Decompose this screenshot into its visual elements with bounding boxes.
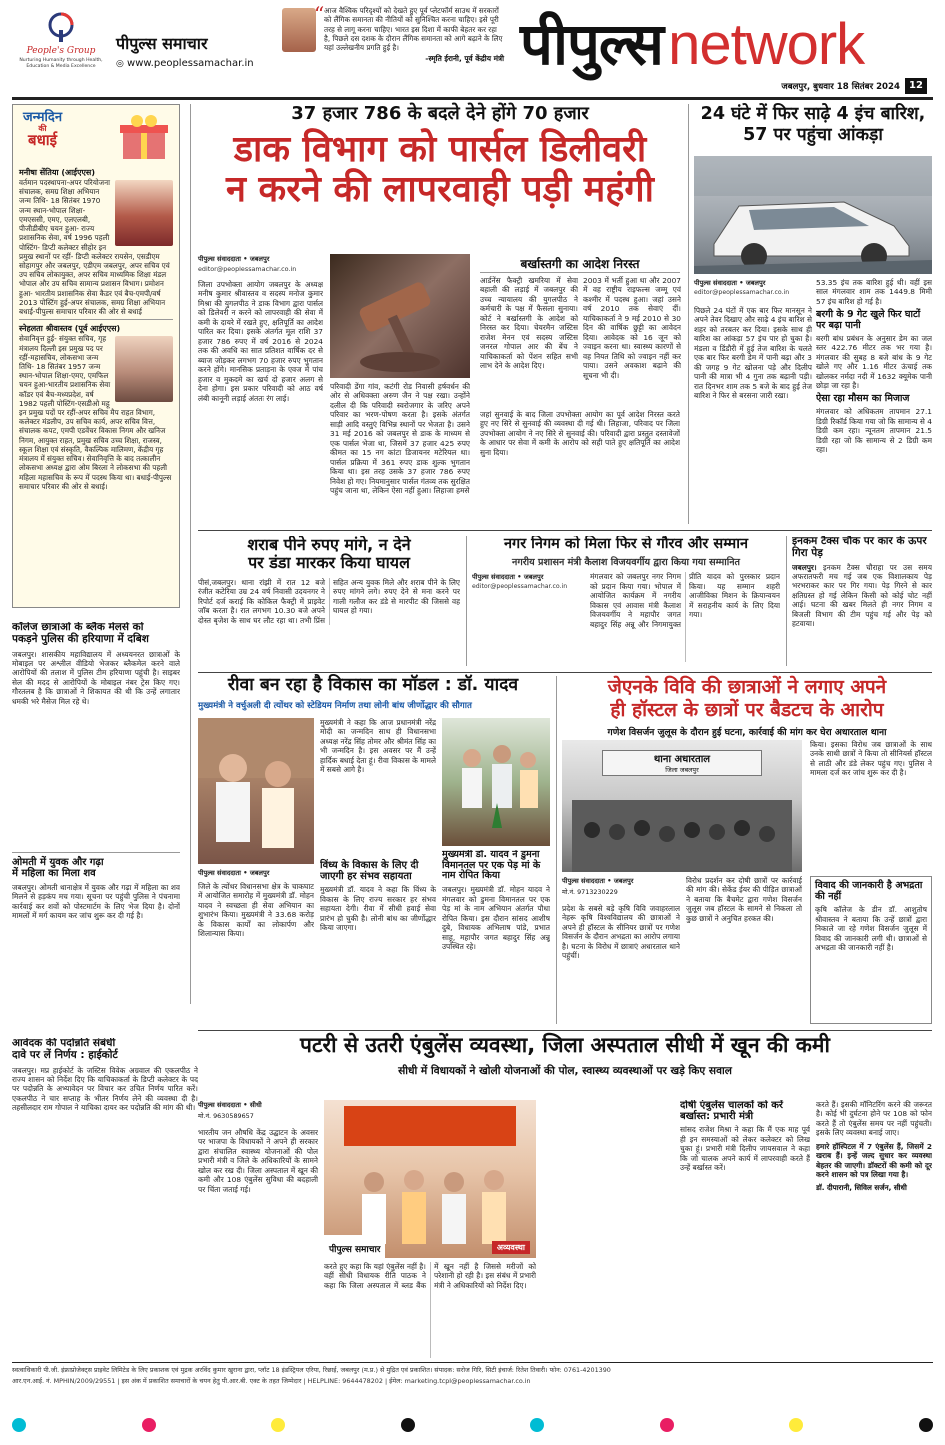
ambulance-right: [816, 1100, 932, 1358]
rain-byline-name: पीपुल्स संवाददाता: [694, 279, 738, 287]
hostel-box-headline: विवाद की जानकारी है अभद्रता की नहीं: [815, 880, 923, 902]
ambulance-right-note: हमारे हॉस्पिटल में 7 एंबुलेंस हैं, जिसमें 2 खराब हैं। इन्हें जल्द सुधार कर व्यवस्था बेहतर की जाएगी। डॉक्टरों की कमी को दूर करने शासन को पत्र लिखा गया है।: [816, 1141, 932, 1180]
group-tagline: Nurturing Humanity through Health, Education & Media Excellence: [19, 58, 103, 69]
liquor-story: [198, 536, 460, 666]
ambulance-side: [542, 1100, 672, 1358]
tax-story: [792, 536, 932, 666]
lead-sub-col1: आर्डनेंस फैक्ट्री खमरिया में सेवा बहाली की लड़ाई में जबलपुर की उच्च न्यायालय की युगलपीठ ने कर्मचारी के पक्ष में फैसला सुनाया। कोर्ट ने बर्खास्तगी के आदेश को निरस्त कर दिया। चेयरमैन जस्टिस राजेश मेनन एवं सदस्य जस्टिस जनरल गोपाल आर की बेंच ने याचिकाकर्ता को पेंशन सहित सभी लाभ देने के आदेश दिए।: [480, 276, 578, 371]
hostel-subheadline: गणेश विसर्जन जुलूस के दौरान हुई घटना, कार्रवाई की मांग कर घेरा अधारताल थाना: [607, 726, 887, 738]
rewa-text1: मुख्यमंत्री ने कहा कि आज प्रधानमंत्री नरेंद्र मोदी का जन्मदिन साथ ही विधानसभा अध्यक्ष नरेंद्र सिंह तोमर और श्रीमंत सिंह का भी जन्मदिन है। इस अवसर पर मैं उन्हें हार्दिक बधाई देता हूं। रीवा विकास के मामले में सबसे आगे है।: [320, 718, 436, 775]
quote-photo: [282, 8, 316, 52]
gavel-photo: [330, 254, 470, 378]
birthday-title: [23, 111, 62, 149]
omti-headline-line1: ओमती में युवक और गढ़ा: [12, 856, 104, 868]
lead-headline: [198, 130, 682, 211]
paper-brand-block: [116, 32, 266, 69]
liquor-headline: [198, 536, 460, 572]
rewa-byline-city: जबलपुर: [249, 869, 270, 877]
omti-headline: [12, 857, 180, 879]
ambulance-photo-tag: [492, 1241, 530, 1254]
tree-photo: [442, 718, 550, 846]
page-number: 12: [905, 78, 927, 94]
hostel-box: [810, 876, 932, 1024]
lead-kicker: 37 हजार 786 के बदले देने होंगे 70 हजार: [291, 103, 589, 124]
ambulance-right-text: करते हैं। इसकी मॉनिटरिंग करने की जरूरत है। कोई भी दुर्घटना होने पर 108 को फोन करते हैं तो एंबुलेंस समय पर नहीं पहुंचती। इसके लिए व्यवस्था बनाई जाए।: [816, 1100, 932, 1138]
hc-headline-line2: दावे पर लें निर्णय : हाईकोर्ट: [12, 1048, 118, 1061]
corp-byline-city: जबलपुर: [523, 573, 544, 582]
color-registration-bar: [12, 1412, 933, 1438]
hostel-mobile: मो.नं. 9713230229: [562, 888, 618, 896]
lead-email[interactable]: editor@peoplessamachar.co.in: [198, 265, 297, 273]
tax-text-body: इनकम टैक्स चौराहा पर उस समय अफरातफरी मच गई जब एक विशालकाय पेड़ भरभराकर कार पर गिर गया। पेड़ गिरने से कार क्षतिग्रस्त हो गई लेकिन किसी को कोई चोट नहीं आई। घटना की खबर मिलते ही नगर निगम व बिजली विभाग की टीम पहुंच गई और पेड़ को हटवाया।: [792, 562, 932, 629]
car-icon: [694, 156, 932, 274]
liquor-headline-line1: शराब पीने रुपए मांगे, न देने: [247, 536, 411, 554]
minister-text: सांसद राजेश मिश्रा ने कहा कि मैं एक माह पूर्व ही इन समस्याओं को लेकर कलेक्टर को लिख चुका हूं। प्रभारी मंत्री दिलीप जायसवाल ने कहा कि जो चालक अपने कार्य में लापरवाही करते हैं उन्हें बर्खास्त करें।: [680, 1125, 810, 1173]
rewa-byline-name: पीपुल्स संवाददाता: [198, 869, 242, 877]
ambulance-story: [198, 1034, 932, 1078]
hostel-byline: पीपुल्स संवाददाता • जबलपुर मो.नं. 9713230229: [562, 876, 680, 896]
corp-email[interactable]: editor@peoplessamachar.co.in: [472, 583, 568, 591]
rain-subhead1: बरगी के 9 गेट खुले फिर घाटों पर बढ़ा पानी: [816, 309, 921, 332]
hostel-box-text: कृषि कॉलेज के डीन डॉ. आशुतोष श्रीवास्तव ने बताया कि उन्हें छात्रों द्वारा निकाले जा रहे गणेश विसर्जन जुलूस में विवाद की जानकारी लगी थी। छात्राओं से अभद्रता की जानकारी नहीं है।: [815, 905, 927, 953]
rewa-photo: [198, 718, 314, 864]
corp-byline-name: पीपुल्स संवाददाता: [472, 573, 516, 582]
logo-hindi: पीपुल्स: [520, 10, 663, 78]
hostel-byline-city: जबलपुर: [613, 877, 634, 885]
person2-name: स्नेहलता श्रीवास्तव (पूर्व आईएएस): [19, 324, 121, 334]
lead-headline-line2: न करने की लापरवाही पड़ी महंगी: [226, 169, 654, 211]
quote-block: [314, 2, 504, 64]
website-text: www.peoplessamachar.in: [127, 58, 254, 69]
ambulance-photo-tag-text: अव्यवस्था: [496, 1243, 525, 1252]
rain-byline: पीपुल्स संवाददाता • जबलपुर editor@peoplessamachar.co.in: [694, 278, 812, 296]
station-sign-text: थाना अधारताल: [653, 754, 711, 765]
minister-headline: दोषी एंबुलेंस चालकों को करें बर्खास्त: प्रभारी मंत्री: [680, 1100, 784, 1123]
hc-headline: [12, 1038, 198, 1062]
college-headline-line1: कॉलेज छात्राओं के ब्लैक मेलर्स को: [12, 622, 144, 633]
logo-english: network: [668, 12, 865, 77]
corp-headline: नगर निगम को मिला फिर से गौरव और सम्मान: [503, 536, 749, 552]
registration-mark-icon: [12, 1418, 26, 1432]
ambulance-mobile: मो.नं. 9630589657: [198, 1112, 254, 1120]
person2-photo: [115, 336, 173, 402]
hostel-byline-name: पीपुल्स संवाददाता: [562, 877, 606, 885]
rain-byline-city: जबलपुर: [745, 279, 766, 287]
rewa-sub-text: मुख्यमंत्री डॉ. यादव ने कहा कि विंध्य के विकास के लिए राज्य सरकार हर संभव सहायता देगी। रीवा में सीधी हवाई सेवा प्रारंभ हो चुकी है। लोनी बांध का जीर्णोद्धार किया जाएगा।: [320, 885, 436, 933]
omti-text: जबलपुर। ओमती थानाक्षेत्र में युवक और गढ़ा में महिला का शव मिलने से हड़कंप मच गया। सूचना पर पहुंची पुलिस ने पंचनामा कार्रवाई कर शवों को पोस्टमार्टम के लिए भेज दिया है। दोनों मामलों में मर्ग कायम कर जांच शुरू कर दी गई है।: [12, 882, 180, 921]
liquor-text: पीसं,जबलपुर। थाना रांझी में रात 12 बजे रंजीत कटेरिया उम्र 24 वर्ष निवासी उदयनगर ने रिपोर्ट दर्ज कराई कि कोकिल फैक्ट्री में प्राइवेट जाॅब करता है। रात लगभग 10.30 बजे अपने दोस्त बृजेश के साथ घर लौट रहा था। तभी प्रिंस सहित अन्य युवक मिले और शराब पीने के लिए रुपए मांगने लगे। रुपए देने से मना करने पर गाली गलौज कर डंडे से मारपीट की जिससे वह घायल हो गया।: [198, 577, 460, 625]
rain-sub2-text: मंगलवार को अधिकतम तापमान 27.1 डिग्री रिकॉर्ड किया गया जो कि सामान्य से 4 डिग्री कम रहा। न्यूनतम तापमान 21.5 डिग्री रहा जो कि सामान्य से 2 डिग्री कम रहा।: [816, 407, 932, 454]
omti-headline-line2: में महिला का मिला शव: [12, 867, 96, 879]
birthday-title-top: जन्मदिन: [23, 110, 63, 125]
minister-box: [680, 1100, 810, 1358]
ambulance-byline: पीपुल्स संवाददाता • सीधी मो.नं. 9630589657: [198, 1100, 318, 1120]
quote-author: -स्मृति ईरानी, पूर्व केंद्रीय मंत्री: [425, 53, 504, 63]
ambulance-photo-caption-text: पीपुल्स समाचार: [329, 1245, 381, 1255]
hostel-headline-line1: जेएनके विवि की छात्राओं ने लगाए अपने: [607, 676, 887, 698]
tax-city: जबलपुर।: [792, 562, 817, 572]
hostel-headline-line2: ही हॉस्टल के छात्रों पर बैडटच के आरोप: [610, 698, 884, 721]
lead-sub-col3: जहां सुनवाई के बाद जिला उपभोक्ता आयोग का पूर्व आदेश निरस्त करते हुए नए सिरे से सुनवाई की व्यवस्था दी गई थी। लिहाजा, परिवाद पर जिला उपभोक्ता आयोग ने नए सिरे से सुनवाई की। परिवादी द्वारा प्रस्तुत दस्तावेजों के आधार पर सेवा में कमी के आरोप को सही पाते हुए क्षतिपूर्ति का आदेश सुना दिया।: [480, 410, 680, 457]
tree-caption-block: [442, 850, 550, 1022]
lead-byline: पीपुल्स संवाददाता • जबलपुर editor@peoplessamachar.co.in: [198, 254, 323, 273]
lead-byline-name: पीपुल्स संवाददाता: [198, 255, 242, 263]
group-logo-icon: [46, 10, 76, 44]
birthday-title-bottom: बधाई: [28, 131, 58, 150]
lead-byline-city: जबलपुर: [249, 255, 270, 263]
rain-col2: 53.35 इंच तक बारिश हुई थी। वहीं इस साल मंगलवार शाम तक 1449.8 मिमी 57 इंच बारिश हो गई है।: [816, 278, 932, 306]
ambulance-headline: पटरी से उतरी एंबुलेंस व्यवस्था, जिला अस्पताल सीधी में खून की कमी: [300, 1033, 830, 1057]
ambulance-subheadline: सीधी में विधायकों ने खोली योजनाओं की पोल, स्वास्थ्य व्यवस्थाओं पर खड़े किए सवाल: [398, 1064, 732, 1077]
ambulance-photo-caption: [324, 1235, 385, 1258]
person1-photo: [115, 180, 173, 246]
registration-mark-icon: [142, 1418, 156, 1432]
lead-sub-col2: 2003 में भर्ती हुआ था और 2007 में वह राष्ट्रीय राइफल्स जम्मू एवं कश्मीर में पदस्थ हुआ। जहां उसने वर्ष 2010 तक सेवाएं दीं। याचिकाकर्ता ने 9 मई 2010 से 30 दिन की वार्षिक छुट्टी का आवेदन दिया। आवेदक को 16 जून को ज्वाइन करना था। स्वास्थ्य कारणों से वह नियत तिथि को ज्वाइन नहीं कर पाया। उसने अवकाश बढ़ाने की सूचना भी दी।: [583, 276, 681, 380]
ambulance-text2: करते हुए कहा कि यहां एंबुलेंस नहीं है। वहीं सीधी विधायक रीति पाठक ने कहा कि जिला अस्पताल में ब्लड बैंक में खून नहीं है जिससे मरीजों को परेशानी हो रही है। इस संबंध में प्रभारी मंत्री ने अधिकारियों को निर्देश दिए।: [324, 1262, 536, 1290]
footer: [12, 1366, 933, 1406]
network-logo: [520, 2, 940, 78]
quote-mark-icon: “: [314, 2, 325, 26]
rain-sub1-text: बरगी बांध प्रबंधन के अनुसार डेम का जल स्तर 422.76 मीटर तक भर गया है। मंगलवार की सुबह 8 बजे बांध के 9 गेट खोले गए और 1.16 मीटर ऊंचाई तक खोलकर नर्मदा नदी में 1632 क्यूमेक पानी छोड़ा जा रहा है।: [816, 333, 932, 390]
corp-story: नगर निगम को मिला फिर से गौरव और सम्मान नगरीय प्रशासन मंत्री कैलाश विजयवर्गीय द्वारा किया गया सम्मानित पीपुल्स संवाददाता • जबलपुर editor@peoplessamachar.co.in मंगलवार को जबलपुर नगर निगम को प्रदान किया गया। भोपाल में आयोजित कार्यक्रम में नगरीय विकास एवं आवास मंत्री कैलाश विजयवर्गीय ने महापौर जगत बहादुर सिंह अन्नू और निगमायुक्त प्रीति यादव को पुरस्कार प्रदान किया। यह सम्मान शहरी आजीविका मिशन के क्रियान्वयन में सराहनीय कार्य के लिए दिया गया।: [472, 536, 780, 666]
peoples-group-logo: [16, 10, 106, 90]
registration-mark-icon: [401, 1418, 415, 1432]
ambulance-byline-name: पीपुल्स संवाददाता: [198, 1101, 242, 1109]
hostel-photo: [562, 740, 802, 872]
birthday-box: [12, 104, 180, 608]
ambulance-right-sign: डॉ. दीपारानी, सिविल सर्जन, सीधी: [816, 1182, 907, 1192]
registration-mark-icon: [919, 1418, 933, 1432]
person1-name: मनीषा सेंतिया (आईएएस): [19, 168, 95, 177]
corp-subheadline: नगरीय प्रशासन मंत्री कैलाश विजयवर्गीय द्वारा किया गया सम्मानित: [512, 557, 740, 569]
rain-story: [694, 104, 932, 147]
gift-icon: [117, 111, 171, 161]
hostel-text3: किया। इसका विरोध जब छात्राओं के साथ उनके साथी छात्रों ने किया तो सीनियर्स हॉस्टल से लाठी और डंडे लेकर पहुंच गए। पुलिस ने मामला दर्ज कर जांच शुरू कर दी है।: [810, 740, 932, 778]
ambulance-byline-city: सीधी: [249, 1101, 262, 1109]
hc-headline-line1: आवेदक की पदोन्नति संबंधी: [12, 1038, 116, 1049]
tax-text: [792, 563, 932, 629]
ambulance-photo: [324, 1100, 536, 1258]
rain-headline: 24 घंटे में फिर साढ़े 4 इंच बारिश, 57 पर पहुंचा आंकड़ा: [700, 104, 926, 146]
dateline: जबलपुर, बुधवार 18 सितंबर 2024: [781, 82, 900, 92]
liquor-headline-line2: पर डंडा मारकर किया घायल: [248, 552, 410, 572]
footer-regd: आर.एन.आई. नं. MPHIN/2009/29551 | इस अंक में प्रकाशित समाचारों के चयन हेतु पी.आर.बी. एक्ट के तहत जिम्मेदार | HELPLINE: 9644478202 | ईमेल: marketing.tcpl@peoplessamachar.co.in: [12, 1376, 531, 1385]
hostel-text2: विरोध प्रदर्शन कर दोषी छात्रों पर कार्रवाई की मांग की। सेकेंड ईयर की पीड़ित छात्राओं ने बताया कि बैचमेट द्वारा गणेश विसर्जन जुलूस जब हॉस्टल के सामने से निकला तो कुछ छात्रों ने अनुचित हरकत की।: [686, 876, 802, 923]
college-text: जबलपुर। शासकीय महाविद्यालय में अध्ययनरत छात्राओं के मोबाइल पर अश्लील वीडियो भेजकर ब्लैकमेल करने वाले आरोपियों की तलाश में पुलिस टीम हरियाणा पहुंची है। साइबर सेल की मदद से आरोपियों के मोबाइल नंबर ट्रेस किए गए। गौरतलब है कि छात्राओं ने शिकायत की थी कि उन्हें लगातार धमकी भरे मैसेज मिल रहे थे।: [12, 649, 180, 706]
rewa-subhead: विंध्य के विकास के लिए दी जाएगी हर संभव सहायता: [320, 860, 419, 883]
ambulance-text1: भारतीय जन औषधि केंद्र उद्घाटन के अवसर पर भाजपा के विधायकों ने अपने ही सरकार द्वारा संचालित स्वास्थ्य योजनाओं की पोल प्रभारी मंत्री व जिले के अधिकारियों के सामने खोल कर रख दी। जिला अस्पताल में खून की कमी और 108 एंबुलेंस सुविधा की बदहाली पर चिंता जताई गई।: [198, 1128, 318, 1194]
college-headline-line2: पकड़ने पुलिस की हरियाणा में दबिश: [12, 632, 149, 645]
person2-text: सेवानिवृत्त हुई- संयुक्त सचिव, गृह मंत्रालय दिल्ली इस प्रमुख पद पर रहीं-महासचिव, लोकसभा जन्म तिथि- 18 सितंबर 1957 जन्म स्थान-भोपाल शिक्षा-एमए, एमफिल चयन हुआ-भारतीय प्रशासनिक सेवा कॉडर एवं बैच-मध्यप्रदेश, वर्ष 1982 पहली पोस्टिंग-एसडीओ महू इन प्रमुख पदों पर रहीं-अपर सचिव मैप राहत विभाग, कलेक्टर मंडलीप, उप सचिव कार्य, अपर सचिव वित्त, संचालक कपट, एमपी एडवेंचर विकास निगम और खनिज निगम, आयुक्त राहत, प्रमुख सचिव उच्च शिक्षा, राजस्व, स्कूल शिक्षा एवं संस्कृति, वैकल्पिक मालिमण, केंद्रीय गृह मंत्रालय में संयुक्त सचिव। सेवानिवृत्ति के बाद तत्कालीन लोकसभा अध्यक्ष द्वारा ओम बिरला ने लोकसभा की पहली महिला महासचिव के रूप में पदस्थ किया था। बधाई-पीपुल्स समाचार परिवार की ओर से बधाई।: [19, 334, 172, 491]
rewa-story: [198, 676, 548, 711]
masthead: [0, 0, 945, 100]
rewa-subheadline: मुख्यमंत्री ने वर्चुअली दी त्योंथर को स्टेडियम निर्माण तथा लोनी बांध जीर्णोद्धार की सौगात: [198, 700, 472, 711]
hc-story: [12, 1038, 198, 1350]
birthday-title-mid: की: [38, 123, 47, 133]
registration-mark-icon: [660, 1418, 674, 1432]
gavel-icon: [330, 254, 470, 378]
rain-col2-block: [816, 278, 932, 524]
hc-text: जबलपुर। मप्र हाईकोर्ट के जस्टिस विवेक अग्रवाल की एकलपीठ ने राज्य शासन को निर्देश दिए कि याचिकाकर्ता के डिप्टी कलेक्टर के पद पर पदोन्नति के अभ्यावेदन पर विचार कर उचित निर्णय पारित करें। एकलपीठ ने चार सप्ताह के भीतर निर्णय लेने की व्यवस्था दी है। तहसीलदार राम गोपाल ने याचिका दायर कर पदोन्नति की मांग की थी।: [12, 1065, 198, 1113]
hostel-text1: प्रदेश के सबसे बड़े कृषि विवि जवाहरलाल नेहरू कृषि विश्वविद्यालय की छात्राओं ने अपने ही हॉस्टल के सीनियर छात्रों पर गणेश विसर्जन के दौरान अभद्रता का आरोप लगाया है। घटना के विरोध में छात्राएं अधारताल थाने पहुंचीं।: [562, 904, 680, 961]
station-sign-city: जिला जबलपुर: [665, 766, 699, 774]
hostel-story: [562, 676, 932, 738]
registration-mark-icon: [271, 1418, 285, 1432]
tree-text: जबलपुर। मुख्यमंत्री डॉ. मोहन यादव ने मंगलवार को डुमना विमानतल पर एक पेड़ मां के नाम अभियान अंतर्गत पौधा रोपित किया। इस दौरान सांसद आशीष दुबे, विधायक अभिलाष पांडे, प्रभात साहू, महापौर जगत बहादुर सिंह अन्नू उपस्थित रहे।: [442, 885, 550, 952]
group-name: People's Group: [26, 46, 96, 56]
registration-mark-icon: [530, 1418, 544, 1432]
footer-imprint: स्वत्वाधिकारी पी.जी. इंफ्राप्रोजेक्ट्स प्राइवेट लिमिटेड के लिए प्रकाशक एवं मुद्रक अरविंद कुमार खुराना द्वारा, प्लॉट 18 इंडस्ट्रियल एरिया, रिछाई, जबलपुर (म.प्र.) से मुद्रित एवं प्रकाशित। संपादक: सरोज गिरि, सिटी इंचार्ज: रितेश तिवारी। फोन: 0761-4201390: [12, 1366, 611, 1374]
tree-caption: मुख्यमंत्री डॉ. यादव ने डुमना विमानतल पर एक पेड़ मां के नाम रोपित किया: [442, 850, 541, 882]
tax-headline: इनकम टैक्स चौक पर कार के ऊपर गिरा पेड़: [792, 536, 927, 559]
lead-sub-headline: बर्खास्तगी का आदेश निरस्त: [520, 257, 640, 271]
rain-subhead2: ऐसा रहा मौसम का मिजाज: [816, 393, 910, 405]
rewa-byline: पीपुल्स संवाददाता • जबलपुर: [198, 869, 270, 877]
rain-photo: [694, 156, 932, 274]
corp-text: मंगलवार को जबलपुर नगर निगम को प्रदान किया गया। भोपाल में आयोजित कार्यक्रम में नगरीय विकास एवं आवास मंत्री कैलाश विजयवर्गीय ने महापौर जगत बहादुर सिंह अन्नू और निगमायुक्त प्रीति यादव को पुरस्कार प्रदान किया। यह सम्मान शहरी आजीविका मिशन के क्रियान्वयन में सराहनीय कार्य के लिए दिया गया।: [590, 572, 780, 629]
website-link[interactable]: [116, 58, 266, 69]
globe-icon: ◎: [116, 59, 124, 69]
birthday-header: [19, 109, 173, 165]
registration-mark-icon: [789, 1418, 803, 1432]
rewa-text2: जिले के त्योंथर विधानसभा क्षेत्र के चाकघाट में आयोजित समारोह में मुख्यमंत्री डॉ. मोहन यादव ने स्वच्छता ही सेवा अभियान का शुभारंभ किया। मुख्यमंत्री ने 33.68 करोड़ के विकास कार्यों का लोकार्पण और शिलान्यास किया।: [198, 882, 314, 939]
paper-brand-text: पीपुल्स समाचार: [116, 34, 208, 53]
college-story: [12, 622, 180, 1027]
rewa-headline: रीवा बन रहा है विकास का मॉडल : डॉ. यादव: [227, 675, 519, 695]
college-headline: [12, 622, 180, 646]
masthead-rule: [12, 97, 933, 100]
hostel-headline: [562, 676, 932, 722]
person1-text: वर्तमान पदस्थापना-अपर परियोजना संचालक, समग्र शिक्षा अभियान जन्म तिथि- 18 सितंबर 1970 जन्म स्थान-भोपाल शिक्षा-एमएससी, एमए, एलएलबी, पीजीडीबीए चयन हुआ- राज्य प्रशासनिक सेवा, वर्ष 1996 पहली पोस्टिंग- डिप्टी कलेक्टर सीहोर इन प्रमुख स्थानों पर रहीं- डिप्टी कलेक्टर रायसेन, एसडीएम सोहागपुर और जबलपुर, एडीएम जबलपुर, अपर सचिव एवं उप सचिव लोकायुक्त, अपर सचिव माध्यमिक शिक्षा मंडल भोपाल और उप सचिव सामान्य प्रशासन विभाग। प्रमोशन हुआ- भारतीय प्रशासनिक सेवा कैडर एवं बैच-एमपी/वर्ष 2013 पोस्टिंग हुई-अपर संचालक, समग्र शिक्षा अभियान बधाई-पीपुल्स समाचार परिवार की ओर से बधाई: [19, 178, 170, 317]
left-column-divider: [190, 104, 191, 1004]
lead-col2: परिवादी डेंगा गांव, कटंगी रोड निवासी हर्षवर्धन की ओर से अधिवक्ता अरुण जैन ने पक्ष रखा। उन्होंने दलील दी कि परिवादी स्वरोजगार के जरिए अपने परिवार का भरण-पोषण करता है। इसके अंतर्गत साड़ी आदि वस्तुएं विभिन्न स्थानों पर भेजता है। उसने 31 मई 2016 को जबलपुर से डाक के माध्यम से एक पार्सल भेजा था, जिसमें 37 हजार 425 रुपए कीमत का 15 नग कांटा डिजायनर मटेरियल था। पार्सल प्रक्रिया में 361 रुपए डाक शुल्क भुगतान किया था। इस तरह उसके 37 हजार 786 रुपए निवेश हो गए। नियमानुसार पार्सल गंतव्य तक सुरक्षित पहुंच जाना था, लेकिन ऐसा नहीं हुआ। लिहाजा हमसे: [330, 382, 470, 496]
paper-brand: [116, 32, 266, 54]
rain-email[interactable]: editor@peoplessamachar.co.in: [694, 289, 790, 296]
lead-col1: जिला उपभोक्ता आयोग जबलपुर के अध्यक्ष मनीष कुमार श्रीवास्तव व सदस्य मनोज कुमार मिश्रा की युगलपीठ ने डाक विभाग द्वारा पार्सल को डिलेवरी न करने को लापरवाही की सेवा में कमी के दायरे में रखते हुए, क्षतिपूर्ति का आदेश पारित कर दिया। इसके अंतर्गत मूल राशि 37 हजार 786 रुपए में वर्ष 2016 से 2024 तक की अवधि का सात प्रतिशत वार्षिक दर से ब्याज जोड़कर लगभग 70 हजार रुपए भुगतान करने होंगे। मानसिक प्रताड़ना के एवज में पांच हजार व मुकदमे का खर्च दो हजार अलग से देना होगा। इस प्रकार परिवादी को आठ वर्ष लंबी कानूनी लड़ाई अंततः रंग लाई।: [198, 280, 323, 403]
quote-text: आज वैश्विक परिदृश्यों को देखते हुए पूर्व प्लेटफॉर्म साउथ में सरकारों को लैंगिक समानता की नीतियों को सुनिश्चित करना चाहिए। इसे पूरी तरह से लागू करना चाहिए। भारत इस दिशा में काफी बेहतर कर रहा है, पिछले दस दशक के दौरान लैंगिक समानता को आगे बढ़ाने के लिए यहां उल्लेखनीय प्रगति हुई है।: [324, 6, 503, 53]
rain-col1: पिछले 24 घंटों में एक बार फिर मानसून ने अपने तेवर दिखाए और साढ़े 4 इंच बारिश से शहर को तरबतर कर दिया। इसके साथ ही बारिश का आंकड़ा 57 इंच पार हो चुका है। मंडला व डिंडौरी में हुई तेज बारिश के चलते एक बार फिर बरगी डेम में पानी बढ़ा और 3 की जगह 9 गेट खोलना पड़े और दिलीप पानी की मात्रा भी 4 गुना तक बढ़ानी पड़ी। रात दिनभर शाम तक 5 बजे के बाद हुई तेज बारिश ने फिर से बरसना जारी रखा।: [694, 306, 812, 401]
lead-headline-line1: डाक विभाग को पार्सल डिलीवरी: [233, 129, 647, 171]
rewa-col2: [320, 718, 436, 1022]
